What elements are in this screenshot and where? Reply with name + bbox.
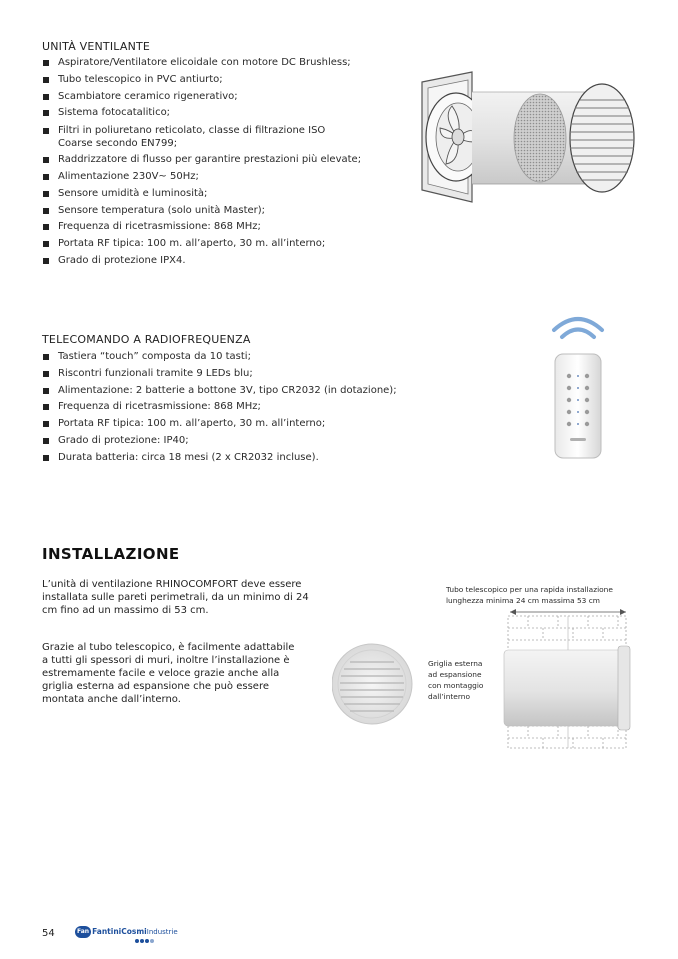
logo-dots-icon bbox=[134, 938, 156, 944]
list-item: Frequenza di ricetrasmissione: 868 MHz; bbox=[42, 399, 422, 416]
installation-paragraph-1: L’unità di ventilazione RHINOCOMFORT deve essere installata sulle pareti perimetrali, da un minimo di 24 cm fino ad un massimo di 53 cm. bbox=[42, 579, 309, 616]
list-item: Durata batteria: circa 18 mesi (2 x CR2032 incluse). bbox=[42, 450, 422, 467]
list-item: Tubo telescopico in PVC antiurto; bbox=[42, 72, 382, 89]
list-item: Filtri in poliuretano reticolato, classe di filtrazione ISO Coarse secondo EN799; bbox=[42, 122, 358, 152]
list-item: Portata RF tipica: 100 m. all’aperto, 30 m. all’interno; bbox=[42, 416, 422, 433]
list-item: Portata RF tipica: 100 m. all’aperto, 30 m. all’interno; bbox=[42, 236, 382, 253]
ventilating-unit-list bbox=[42, 55, 382, 270]
installation-title: INSTALLAZIONE bbox=[42, 545, 180, 563]
list-item: Scambiatore ceramico rigenerativo; bbox=[42, 89, 382, 106]
list-item: Grado di protezione: IP40; bbox=[42, 433, 422, 450]
list-item: Alimentazione 230V~ 50Hz; bbox=[42, 169, 382, 186]
list-item: Aspiratore/Ventilatore elicoidale con motore DC Brushless; bbox=[42, 55, 382, 72]
list-item: Raddrizzatore di flusso per garantire prestazioni più elevate; bbox=[42, 152, 382, 169]
grille-caption-line-1: Griglia esterna bbox=[428, 659, 483, 668]
remote-control-image bbox=[552, 352, 604, 462]
logo-text: FantiniCosmi bbox=[92, 927, 147, 936]
logo-suffix: Industrie bbox=[146, 928, 178, 936]
ventilating-unit-heading: UNITÀ VENTILANTE bbox=[42, 40, 151, 53]
grille-caption-line-3: con montaggio bbox=[428, 681, 484, 690]
list-item: Frequenza di ricetrasmissione: 868 MHz; bbox=[42, 219, 382, 236]
installation-paragraph-2: Grazie al tubo telescopico, è facilmente adattabile a tutti gli spessori di muri, inoltre l’installazione è estremamente facile e veloce grazie anche alla griglia esterna ad espansione che può essere montata anche dall’interno. bbox=[42, 642, 295, 705]
ventilating-unit-image bbox=[412, 62, 637, 212]
list-item: Sensore umidità e luminosità; bbox=[42, 186, 382, 203]
list-item: Sensore temperatura (solo unità Master); bbox=[42, 203, 382, 220]
page-number: 54 bbox=[42, 928, 55, 939]
tube-caption-line-2: lunghezza minima 24 cm massima 53 cm bbox=[446, 596, 600, 605]
remote-control-list bbox=[42, 349, 422, 467]
remote-control-heading: TELECOMANDO A RADIOFREQUENZA bbox=[42, 333, 251, 346]
grille-caption-line-2: ad espansione bbox=[428, 670, 482, 679]
list-item: Sistema fotocatalitico; bbox=[42, 105, 382, 122]
list-item: Tastiera “touch” composta da 10 tasti; bbox=[42, 349, 422, 366]
logo-badge: Fan bbox=[75, 926, 91, 938]
list-item: Grado di protezione IPX4. bbox=[42, 253, 382, 270]
radio-waves-icon bbox=[548, 312, 608, 346]
company-logo bbox=[75, 926, 178, 946]
list-item: Riscontri funzionali tramite 9 LEDs blu; bbox=[42, 366, 422, 383]
grille-caption-line-4: dall’interno bbox=[428, 692, 470, 701]
list-item: Alimentazione: 2 batterie a bottone 3V, tipo CR2032 (in dotazione); bbox=[42, 383, 422, 400]
tube-caption-line-1: Tubo telescopico per una rapida installazione bbox=[446, 585, 613, 594]
